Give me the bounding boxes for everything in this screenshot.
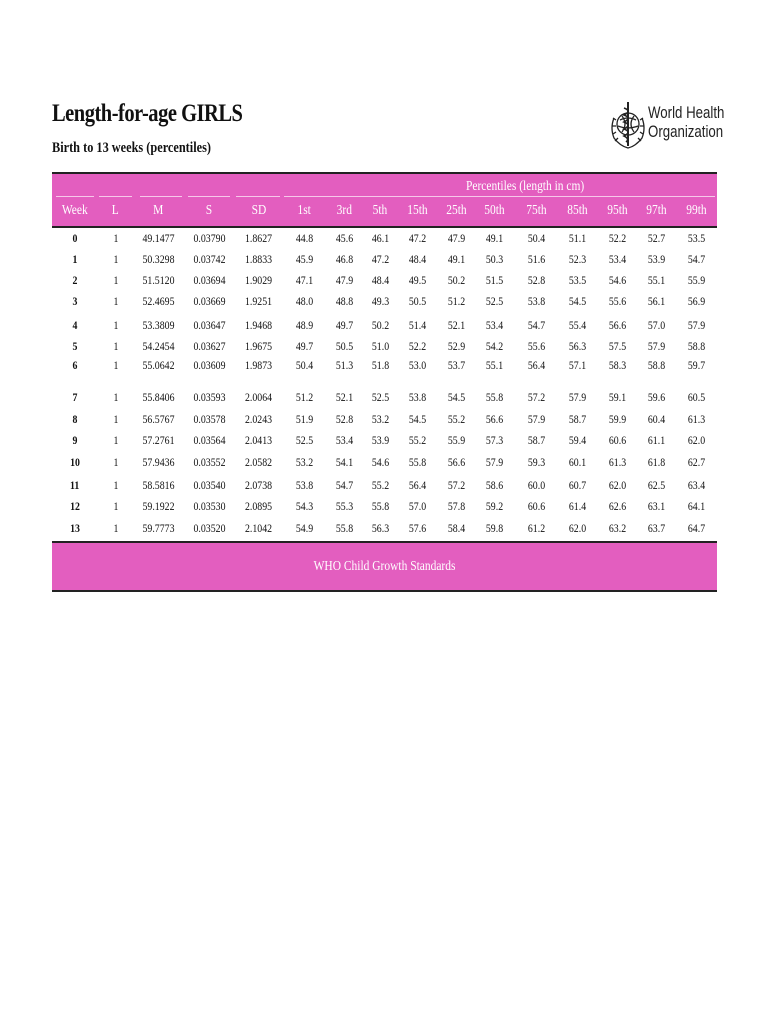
value-cell: 54.3	[295, 499, 314, 513]
value-cell: 58.7	[527, 433, 545, 447]
value-cell: 62.5	[647, 478, 665, 492]
table-row	[52, 478, 717, 494]
page-subtitle: Birth to 13 weeks (percentiles)	[52, 140, 211, 156]
value-cell: 56.4	[408, 478, 426, 492]
column-header-s: S	[205, 203, 213, 218]
week-cell: 10	[70, 455, 80, 469]
value-cell: 56.9	[687, 294, 705, 308]
value-cell: 60.4	[647, 412, 665, 426]
value-cell: 52.5	[295, 433, 314, 447]
value-cell: 53.8	[295, 478, 314, 492]
value-cell: 55.1	[647, 273, 665, 287]
value-cell: 61.3	[687, 412, 705, 426]
week-cell: 7	[72, 390, 78, 404]
value-cell: 54.6	[371, 455, 389, 469]
value-cell: 52.2	[408, 339, 426, 353]
value-cell: 52.3	[568, 252, 587, 266]
who-logo-text	[648, 103, 724, 141]
percentiles-group-header: Percentiles (length in cm)	[465, 179, 585, 194]
value-cell: 0.03593	[193, 390, 225, 404]
column-header-15th: 15th	[406, 203, 428, 218]
value-cell: 58.5816	[142, 478, 175, 492]
value-cell: 53.8	[527, 294, 545, 308]
value-cell: 52.1	[335, 390, 353, 404]
value-cell: 57.6	[408, 521, 426, 535]
value-cell: 61.4	[568, 499, 587, 513]
week-cell: 2	[72, 273, 78, 287]
value-cell: 51.3	[335, 358, 353, 372]
value-cell: 55.4	[568, 318, 587, 332]
value-cell: 1	[113, 433, 118, 447]
value-cell: 57.0	[647, 318, 665, 332]
who-logo-line2: Organization	[648, 122, 724, 141]
value-cell: 51.2	[295, 390, 314, 404]
value-cell: 1	[113, 521, 118, 535]
value-cell: 50.5	[335, 339, 353, 353]
who-emblem-icon	[608, 96, 648, 158]
value-cell: 55.2	[371, 478, 389, 492]
value-cell: 0.03564	[193, 433, 225, 447]
who-logo	[608, 96, 725, 158]
value-cell: 55.2	[408, 433, 426, 447]
value-cell: 53.8	[408, 390, 426, 404]
value-cell: 1	[113, 339, 118, 353]
table-row	[52, 412, 717, 428]
value-cell: 59.1	[608, 390, 626, 404]
percentiles-underline	[284, 196, 715, 197]
value-cell: 60.1	[568, 455, 587, 469]
value-cell: 2.0243	[244, 412, 273, 426]
value-cell: 51.6	[527, 252, 545, 266]
header-separator	[99, 196, 132, 197]
value-cell: 55.8	[485, 390, 504, 404]
value-cell: 1.9029	[244, 273, 273, 287]
table-row	[52, 294, 717, 310]
value-cell: 59.4	[568, 433, 587, 447]
value-cell: 1	[113, 390, 118, 404]
week-cell: 6	[72, 358, 78, 372]
value-cell: 57.9	[485, 455, 504, 469]
column-header-97th: 97th	[645, 203, 667, 218]
header-separator	[188, 196, 230, 197]
value-cell: 2.0895	[244, 499, 273, 513]
column-header-week: Week	[62, 203, 88, 218]
header-rule	[52, 226, 717, 228]
value-cell: 63.7	[647, 521, 665, 535]
value-cell: 2.0738	[244, 478, 273, 492]
value-cell: 56.1	[647, 294, 665, 308]
value-cell: 62.0	[608, 478, 626, 492]
value-cell: 54.2454	[142, 339, 175, 353]
value-cell: 52.5	[371, 390, 389, 404]
value-cell: 53.2	[295, 455, 314, 469]
table-row	[52, 252, 717, 268]
value-cell: 52.8	[527, 273, 545, 287]
value-cell: 53.4	[485, 318, 504, 332]
table-row	[52, 499, 717, 515]
value-cell: 57.9	[568, 390, 587, 404]
value-cell: 55.8	[335, 521, 353, 535]
value-cell: 52.1	[447, 318, 465, 332]
week-cell: 9	[72, 433, 78, 447]
value-cell: 57.9	[647, 339, 665, 353]
value-cell: 0.03609	[193, 358, 225, 372]
value-cell: 0.03742	[193, 252, 225, 266]
value-cell: 59.2	[485, 499, 504, 513]
header-separator	[56, 196, 94, 197]
value-cell: 52.7	[647, 231, 665, 245]
value-cell: 55.6	[608, 294, 626, 308]
value-cell: 53.4	[335, 433, 353, 447]
column-header-l: L	[111, 203, 120, 218]
header-separator	[236, 196, 280, 197]
value-cell: 1.9468	[244, 318, 273, 332]
value-cell: 56.5767	[142, 412, 175, 426]
value-cell: 52.2	[608, 231, 626, 245]
table-row	[52, 318, 717, 334]
value-cell: 57.3	[485, 433, 504, 447]
value-cell: 58.6	[485, 478, 504, 492]
value-cell: 55.8406	[142, 390, 175, 404]
table-row	[52, 433, 717, 449]
value-cell: 58.8	[647, 358, 665, 372]
column-header-99th: 99th	[685, 203, 707, 218]
value-cell: 57.9436	[142, 455, 175, 469]
value-cell: 56.6	[447, 455, 465, 469]
value-cell: 50.5	[408, 294, 426, 308]
value-cell: 46.8	[335, 252, 353, 266]
value-cell: 60.6	[527, 499, 545, 513]
value-cell: 45.9	[295, 252, 314, 266]
value-cell: 55.9	[687, 273, 705, 287]
week-cell: 0	[72, 231, 78, 245]
value-cell: 2.0413	[244, 433, 273, 447]
value-cell: 59.3	[527, 455, 545, 469]
value-cell: 47.9	[335, 273, 353, 287]
value-cell: 45.6	[335, 231, 353, 245]
column-header-95th: 95th	[606, 203, 628, 218]
value-cell: 54.7	[527, 318, 545, 332]
value-cell: 54.7	[335, 478, 353, 492]
value-cell: 57.5	[608, 339, 626, 353]
value-cell: 54.5	[447, 390, 465, 404]
value-cell: 49.1	[485, 231, 504, 245]
value-cell: 53.2	[371, 412, 389, 426]
value-cell: 48.0	[295, 294, 314, 308]
value-cell: 55.8	[408, 455, 426, 469]
value-cell: 58.3	[608, 358, 626, 372]
value-cell: 1.9675	[244, 339, 273, 353]
header-separator	[140, 196, 182, 197]
value-cell: 57.2761	[142, 433, 175, 447]
value-cell: 57.2	[447, 478, 465, 492]
value-cell: 64.7	[687, 521, 705, 535]
value-cell: 56.6	[608, 318, 626, 332]
value-cell: 47.2	[408, 231, 426, 245]
value-cell: 51.5	[485, 273, 504, 287]
value-cell: 0.03552	[193, 455, 225, 469]
value-cell: 1	[113, 455, 118, 469]
value-cell: 0.03669	[193, 294, 225, 308]
value-cell: 2.0064	[244, 390, 273, 404]
value-cell: 54.5	[408, 412, 426, 426]
value-cell: 61.1	[647, 433, 665, 447]
value-cell: 61.3	[608, 455, 626, 469]
value-cell: 48.8	[335, 294, 353, 308]
value-cell: 52.8	[335, 412, 353, 426]
value-cell: 53.9	[371, 433, 389, 447]
value-cell: 1.9251	[244, 294, 273, 308]
value-cell: 59.8	[485, 521, 504, 535]
value-cell: 62.6	[608, 499, 626, 513]
column-header-50th: 50th	[484, 203, 505, 218]
column-header-1st: 1st	[297, 203, 312, 218]
value-cell: 48.9	[295, 318, 314, 332]
value-cell: 53.0	[408, 358, 426, 372]
table-row	[52, 521, 717, 537]
value-cell: 60.0	[527, 478, 545, 492]
value-cell: 49.1	[447, 252, 465, 266]
value-cell: 49.1477	[142, 231, 175, 245]
value-cell: 1	[113, 478, 118, 492]
value-cell: 54.5	[568, 294, 587, 308]
value-cell: 1	[113, 358, 118, 372]
column-header-3rd: 3rd	[336, 203, 352, 218]
table-row	[52, 339, 717, 355]
value-cell: 53.9	[647, 252, 665, 266]
value-cell: 56.4	[527, 358, 545, 372]
table-row	[52, 358, 717, 374]
value-cell: 50.4	[527, 231, 545, 245]
value-cell: 57.9	[687, 318, 705, 332]
week-cell: 5	[72, 339, 78, 353]
value-cell: 57.0	[408, 499, 426, 513]
value-cell: 55.6	[527, 339, 545, 353]
value-cell: 52.9	[447, 339, 465, 353]
value-cell: 0.03790	[193, 231, 225, 245]
value-cell: 56.6	[485, 412, 504, 426]
value-cell: 0.03530	[193, 499, 225, 513]
table-row	[52, 390, 717, 406]
value-cell: 51.9	[295, 412, 314, 426]
value-cell: 60.7	[568, 478, 587, 492]
week-cell: 8	[72, 412, 78, 426]
value-cell: 54.1	[335, 455, 353, 469]
value-cell: 64.1	[687, 499, 705, 513]
value-cell: 53.5	[687, 231, 705, 245]
value-cell: 50.2	[447, 273, 465, 287]
value-cell: 55.9	[447, 433, 465, 447]
value-cell: 60.6	[608, 433, 626, 447]
value-cell: 47.1	[295, 273, 314, 287]
value-cell: 56.3	[371, 521, 389, 535]
value-cell: 0.03694	[193, 273, 225, 287]
value-cell: 62.7	[687, 455, 705, 469]
value-cell: 1	[113, 252, 118, 266]
value-cell: 53.7	[447, 358, 465, 372]
value-cell: 1.8833	[244, 252, 273, 266]
value-cell: 47.2	[371, 252, 389, 266]
value-cell: 58.8	[687, 339, 705, 353]
table-row	[52, 273, 717, 289]
value-cell: 46.1	[371, 231, 389, 245]
column-header-85th: 85th	[567, 203, 588, 218]
value-cell: 0.03647	[193, 318, 225, 332]
value-cell: 62.0	[568, 521, 587, 535]
value-cell: 1	[113, 294, 118, 308]
value-cell: 55.2	[447, 412, 465, 426]
value-cell: 48.4	[371, 273, 389, 287]
column-header-75th: 75th	[525, 203, 547, 218]
value-cell: 1	[113, 273, 118, 287]
value-cell: 52.5	[485, 294, 504, 308]
value-cell: 51.1	[568, 231, 587, 245]
value-cell: 56.3	[568, 339, 587, 353]
value-cell: 51.2	[447, 294, 465, 308]
value-cell: 54.2	[485, 339, 504, 353]
value-cell: 44.8	[295, 231, 314, 245]
value-cell: 55.8	[371, 499, 389, 513]
value-cell: 50.2	[371, 318, 389, 332]
value-cell: 54.7	[687, 252, 705, 266]
table-row	[52, 455, 717, 471]
value-cell: 52.4695	[142, 294, 175, 308]
value-cell: 2.1042	[244, 521, 273, 535]
value-cell: 0.03520	[193, 521, 225, 535]
value-cell: 55.3	[335, 499, 353, 513]
value-cell: 57.1	[568, 358, 587, 372]
value-cell: 55.0642	[142, 358, 175, 372]
value-cell: 53.4	[608, 252, 626, 266]
value-cell: 59.1922	[142, 499, 175, 513]
value-cell: 63.4	[687, 478, 705, 492]
value-cell: 1	[113, 412, 118, 426]
footer-band: WHO Child Growth Standards	[52, 541, 717, 592]
value-cell: 2.0582	[244, 455, 273, 469]
table-row	[52, 231, 717, 247]
value-cell: 54.6	[608, 273, 626, 287]
value-cell: 51.0	[371, 339, 389, 353]
value-cell: 54.9	[295, 521, 314, 535]
value-cell: 47.9	[447, 231, 465, 245]
value-cell: 59.9	[608, 412, 626, 426]
value-cell: 58.7	[568, 412, 587, 426]
value-cell: 1	[113, 231, 118, 245]
value-cell: 1.9873	[244, 358, 273, 372]
value-cell: 57.9	[527, 412, 545, 426]
value-cell: 50.3298	[142, 252, 175, 266]
value-cell: 49.7	[335, 318, 353, 332]
value-cell: 51.5120	[142, 273, 175, 287]
value-cell: 50.4	[295, 358, 314, 372]
week-cell: 12	[70, 499, 80, 513]
value-cell: 49.5	[408, 273, 426, 287]
value-cell: 1.8627	[244, 231, 273, 245]
value-cell: 53.5	[568, 273, 587, 287]
length-for-age-table	[52, 172, 717, 590]
value-cell: 57.8	[447, 499, 465, 513]
value-cell: 60.5	[687, 390, 705, 404]
value-cell: 61.8	[647, 455, 665, 469]
value-cell: 63.2	[608, 521, 626, 535]
value-cell: 53.3809	[142, 318, 175, 332]
value-cell: 1	[113, 318, 118, 332]
value-cell: 59.6	[647, 390, 665, 404]
value-cell: 58.4	[447, 521, 465, 535]
value-cell: 57.2	[527, 390, 545, 404]
column-header-5th: 5th	[372, 203, 388, 218]
value-cell: 61.2	[527, 521, 545, 535]
week-cell: 3	[72, 294, 78, 308]
week-cell: 13	[70, 521, 80, 535]
column-header-m: M	[153, 203, 164, 218]
value-cell: 50.3	[485, 252, 504, 266]
value-cell: 51.8	[371, 358, 389, 372]
value-cell: 1	[113, 499, 118, 513]
value-cell: 51.4	[408, 318, 426, 332]
value-cell: 62.0	[687, 433, 705, 447]
value-cell: 48.4	[408, 252, 426, 266]
value-cell: 49.3	[371, 294, 389, 308]
value-cell: 0.03540	[193, 478, 225, 492]
value-cell: 59.7773	[142, 521, 175, 535]
week-cell: 1	[72, 252, 78, 266]
column-header-25th: 25th	[445, 203, 467, 218]
week-cell: 11	[70, 478, 80, 492]
value-cell: 0.03627	[193, 339, 225, 353]
value-cell: 0.03578	[193, 412, 225, 426]
value-cell: 49.7	[295, 339, 314, 353]
week-cell: 4	[72, 318, 78, 332]
value-cell: 59.7	[687, 358, 705, 372]
column-header-sd: SD	[251, 203, 266, 218]
value-cell: 55.1	[485, 358, 504, 372]
who-logo-line1: World Health	[648, 103, 725, 122]
value-cell: 63.1	[647, 499, 665, 513]
page-title: Length-for-age GIRLS	[52, 100, 243, 127]
